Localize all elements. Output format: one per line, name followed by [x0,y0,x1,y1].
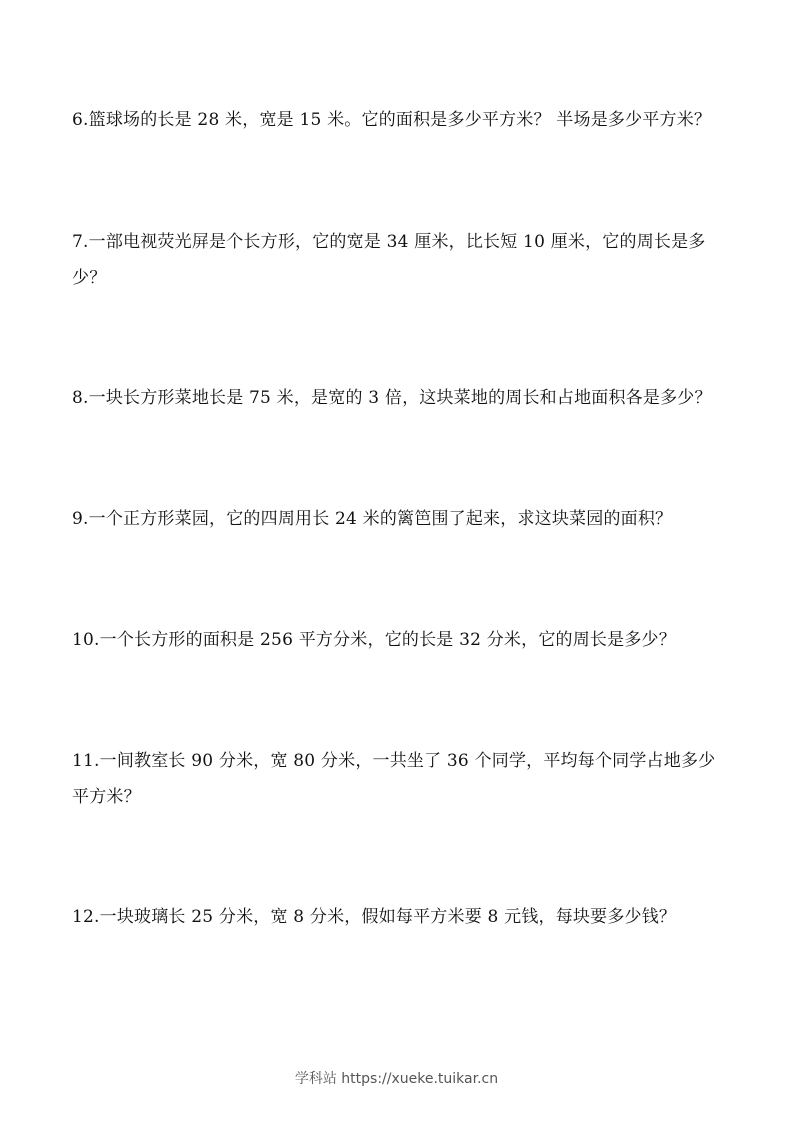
footer-watermark: 学科站 https://xueke.tuikar.cn [294,1071,499,1087]
question-11: 11.一间教室长 90 分米，宽 80 分米，一共坐了 36 个同学，平均每个同学占地多少平方米？ [72,751,716,807]
question-9: 9.一个正方形菜园，它的四周用长 24 米的篱笆围了起来，求这块菜园的面积？ [72,509,673,529]
question-7: 7.一部电视荧光屏是个长方形，它的宽是 34 厘米，比长短 10 厘米，它的周长是多少？ [72,232,706,288]
question-12: 12.一块玻璃长 25 分米，宽 8 分米，假如每平方米要 8 元钱，每块要多少钱？ [72,907,677,927]
question-6: 6.篮球场的长是 28 米，宽是 15 米。它的面积是多少平方米？ 半场是多少平方米？ [72,110,712,130]
question-8: 8.一块长方形菜地长是 75 米，是宽的 3 倍，这块菜地的周长和占地面积各是多少？ [72,388,712,408]
question-10: 10.一个长方形的面积是 256 平方分米，它的长是 32 分米，它的周长是多少？ [72,630,676,650]
